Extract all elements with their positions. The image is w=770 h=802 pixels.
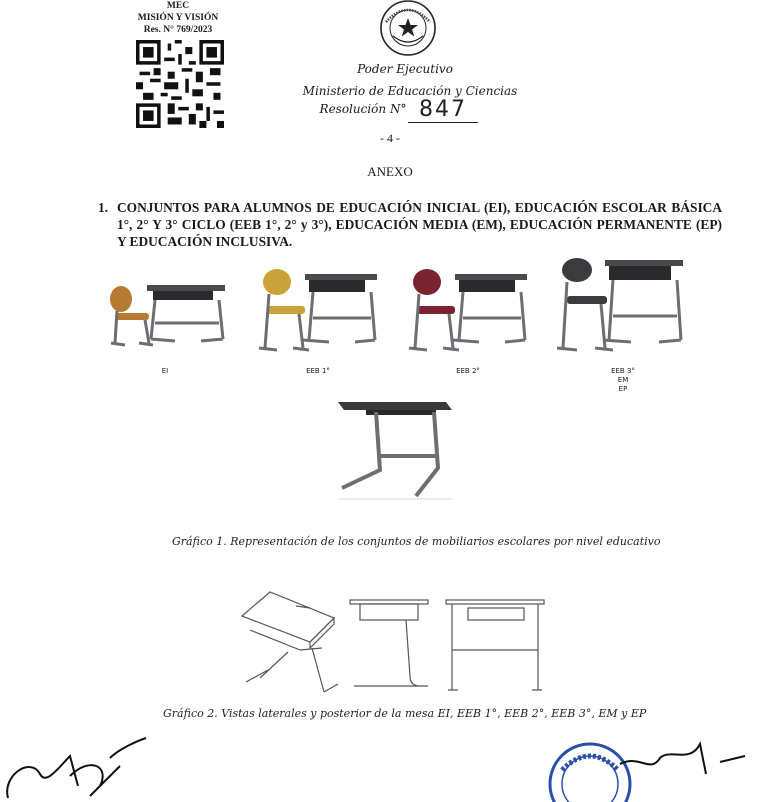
- furniture-set-eeb1: [259, 269, 377, 350]
- ministry-stamp-icon: [550, 744, 630, 802]
- poder-ejecutivo-label: Poder Ejecutivo: [357, 62, 453, 76]
- mision-label: MISIÓN Y VISIÓN: [137, 13, 219, 23]
- furniture-set-ei: [110, 285, 225, 345]
- level-label-eeb3: [603, 367, 643, 394]
- level-label-eeb3-line3: EP: [618, 385, 628, 393]
- level-label-eeb3-line1: EEB 3°: [611, 367, 635, 375]
- caption-grafico-1: Gráfico 1. Representación de los conjuntos de mobiliarios escolares por nivel educativo: [172, 535, 661, 548]
- section-number: 1.: [98, 200, 109, 215]
- desk-side-view: [350, 600, 428, 686]
- level-label-eeb2: EEB 2°: [456, 367, 480, 375]
- resolucion-label: Resolución N°: [319, 102, 407, 116]
- section-heading: [98, 199, 722, 250]
- desk-perspective-view: [242, 592, 338, 692]
- ministerio-label: Ministerio de Educación y Ciencias: [302, 84, 518, 98]
- page-number: - 4 -: [380, 131, 400, 145]
- desk-back-view: [446, 600, 544, 690]
- header-mec-block: [128, 0, 228, 36]
- caption-grafico-2: Gráfico 2. Vistas laterales y posterior de la mesa EI, EEB 1°, EEB 2°, EEB 3°, EM y EP: [163, 707, 647, 720]
- paraguay-seal-icon: [372, 0, 444, 60]
- mec-label: MEC: [166, 1, 190, 11]
- furniture-set-eeb3: [557, 258, 683, 350]
- signature-left: [0, 736, 160, 802]
- level-label-eeb1: EEB 1°: [306, 367, 330, 375]
- signature-right-with-stamp: [540, 734, 770, 802]
- desk-drawing: [330, 398, 460, 503]
- desk-views-drawing: [240, 590, 550, 698]
- furniture-sets-row: [100, 258, 700, 358]
- qr-code: [136, 40, 224, 128]
- res-label: Res. N° 769/2023: [143, 25, 213, 35]
- level-label-ei: EI: [161, 367, 169, 375]
- level-label-eeb3-line2: EM: [617, 376, 629, 384]
- page-title: ANEXO: [367, 164, 413, 179]
- section-text: CONJUNTOS PARA ALUMNOS DE EDUCACIÓN INICIAL (EI), EDUCACIÓN ESCOLAR BÁSICA 1°, 2° Y 3° CICLO (EEB 1°, 2° y 3°), EDUCACIÓN MEDIA (EM), EDUCACIÓN PERMANENTE (EP) Y EDUCACIÓN INCLUSIVA.: [117, 200, 722, 249]
- resolucion-number: 847: [408, 97, 478, 123]
- furniture-set-eeb2: [409, 269, 527, 350]
